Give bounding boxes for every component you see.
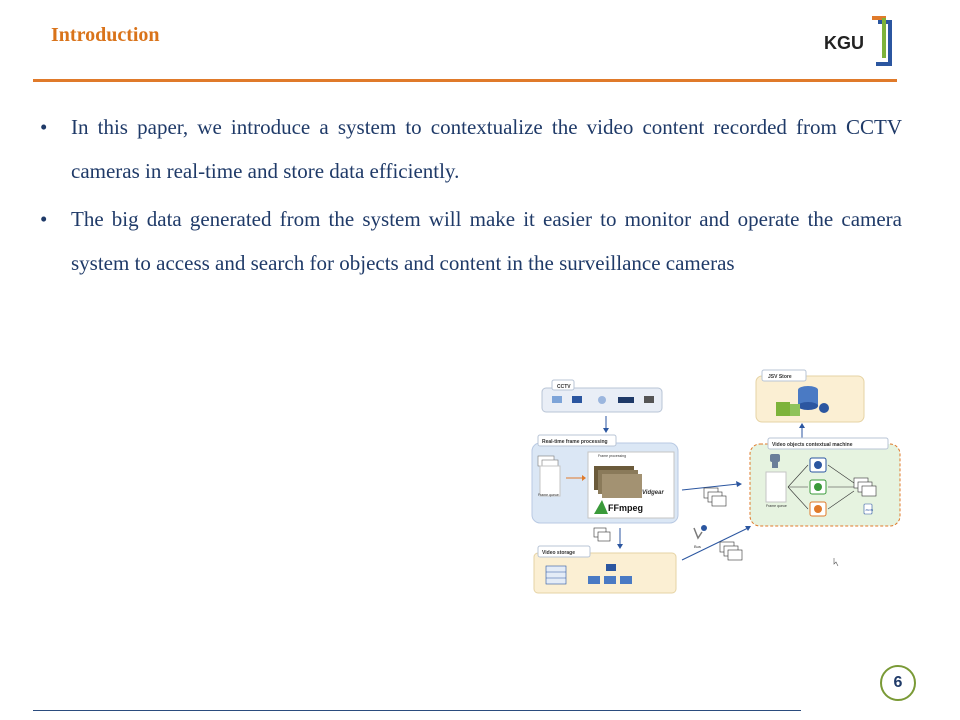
frame-queue-label: Frame queue [766, 504, 787, 508]
frames-icon [704, 488, 726, 506]
vocm-label: Video objects contextual machine [772, 442, 853, 448]
rtfp-label: Real-time frame processing [542, 439, 608, 445]
frame-queue-label: Frame queue [538, 493, 559, 497]
vidgear-label: Vidgear [642, 490, 664, 496]
video-storage-label: Video storage [542, 550, 575, 556]
kgu-logo [818, 16, 904, 68]
footer-rule [33, 710, 801, 711]
cctv-label: CCTV [557, 384, 571, 390]
bullet-item: • The big data generated from the system will make it easier to monitor and operate the camera system to access and search for objects and content in the surveillance cameras [40, 197, 902, 285]
title-underline [33, 79, 897, 82]
bus-label: Bus [694, 544, 701, 549]
server-icon [546, 566, 566, 584]
ffmpeg-label: FFmpeg [608, 503, 643, 513]
bullet-item: • In this paper, we introduce a system to contextualize the video content recorded from CCTV cameras in real-time and store data efficiently. [40, 105, 902, 193]
jsv-store-label: JSV Store [768, 374, 792, 380]
neural-net-icons [810, 458, 826, 516]
frames-icon [594, 528, 610, 541]
slide-title: Introduction [51, 24, 160, 46]
frames-icon [720, 542, 742, 560]
bullet-list [40, 105, 902, 289]
cursor-icon [834, 558, 838, 566]
logo-text: KGU [824, 33, 864, 53]
frame-processing-label: Frame processing [598, 454, 627, 458]
json-label: JSON [865, 508, 874, 512]
system-architecture-diagram [528, 366, 908, 598]
frame-stack-image [594, 466, 642, 498]
page-number-badge: 6 [880, 665, 916, 701]
bus-icon [694, 525, 707, 538]
